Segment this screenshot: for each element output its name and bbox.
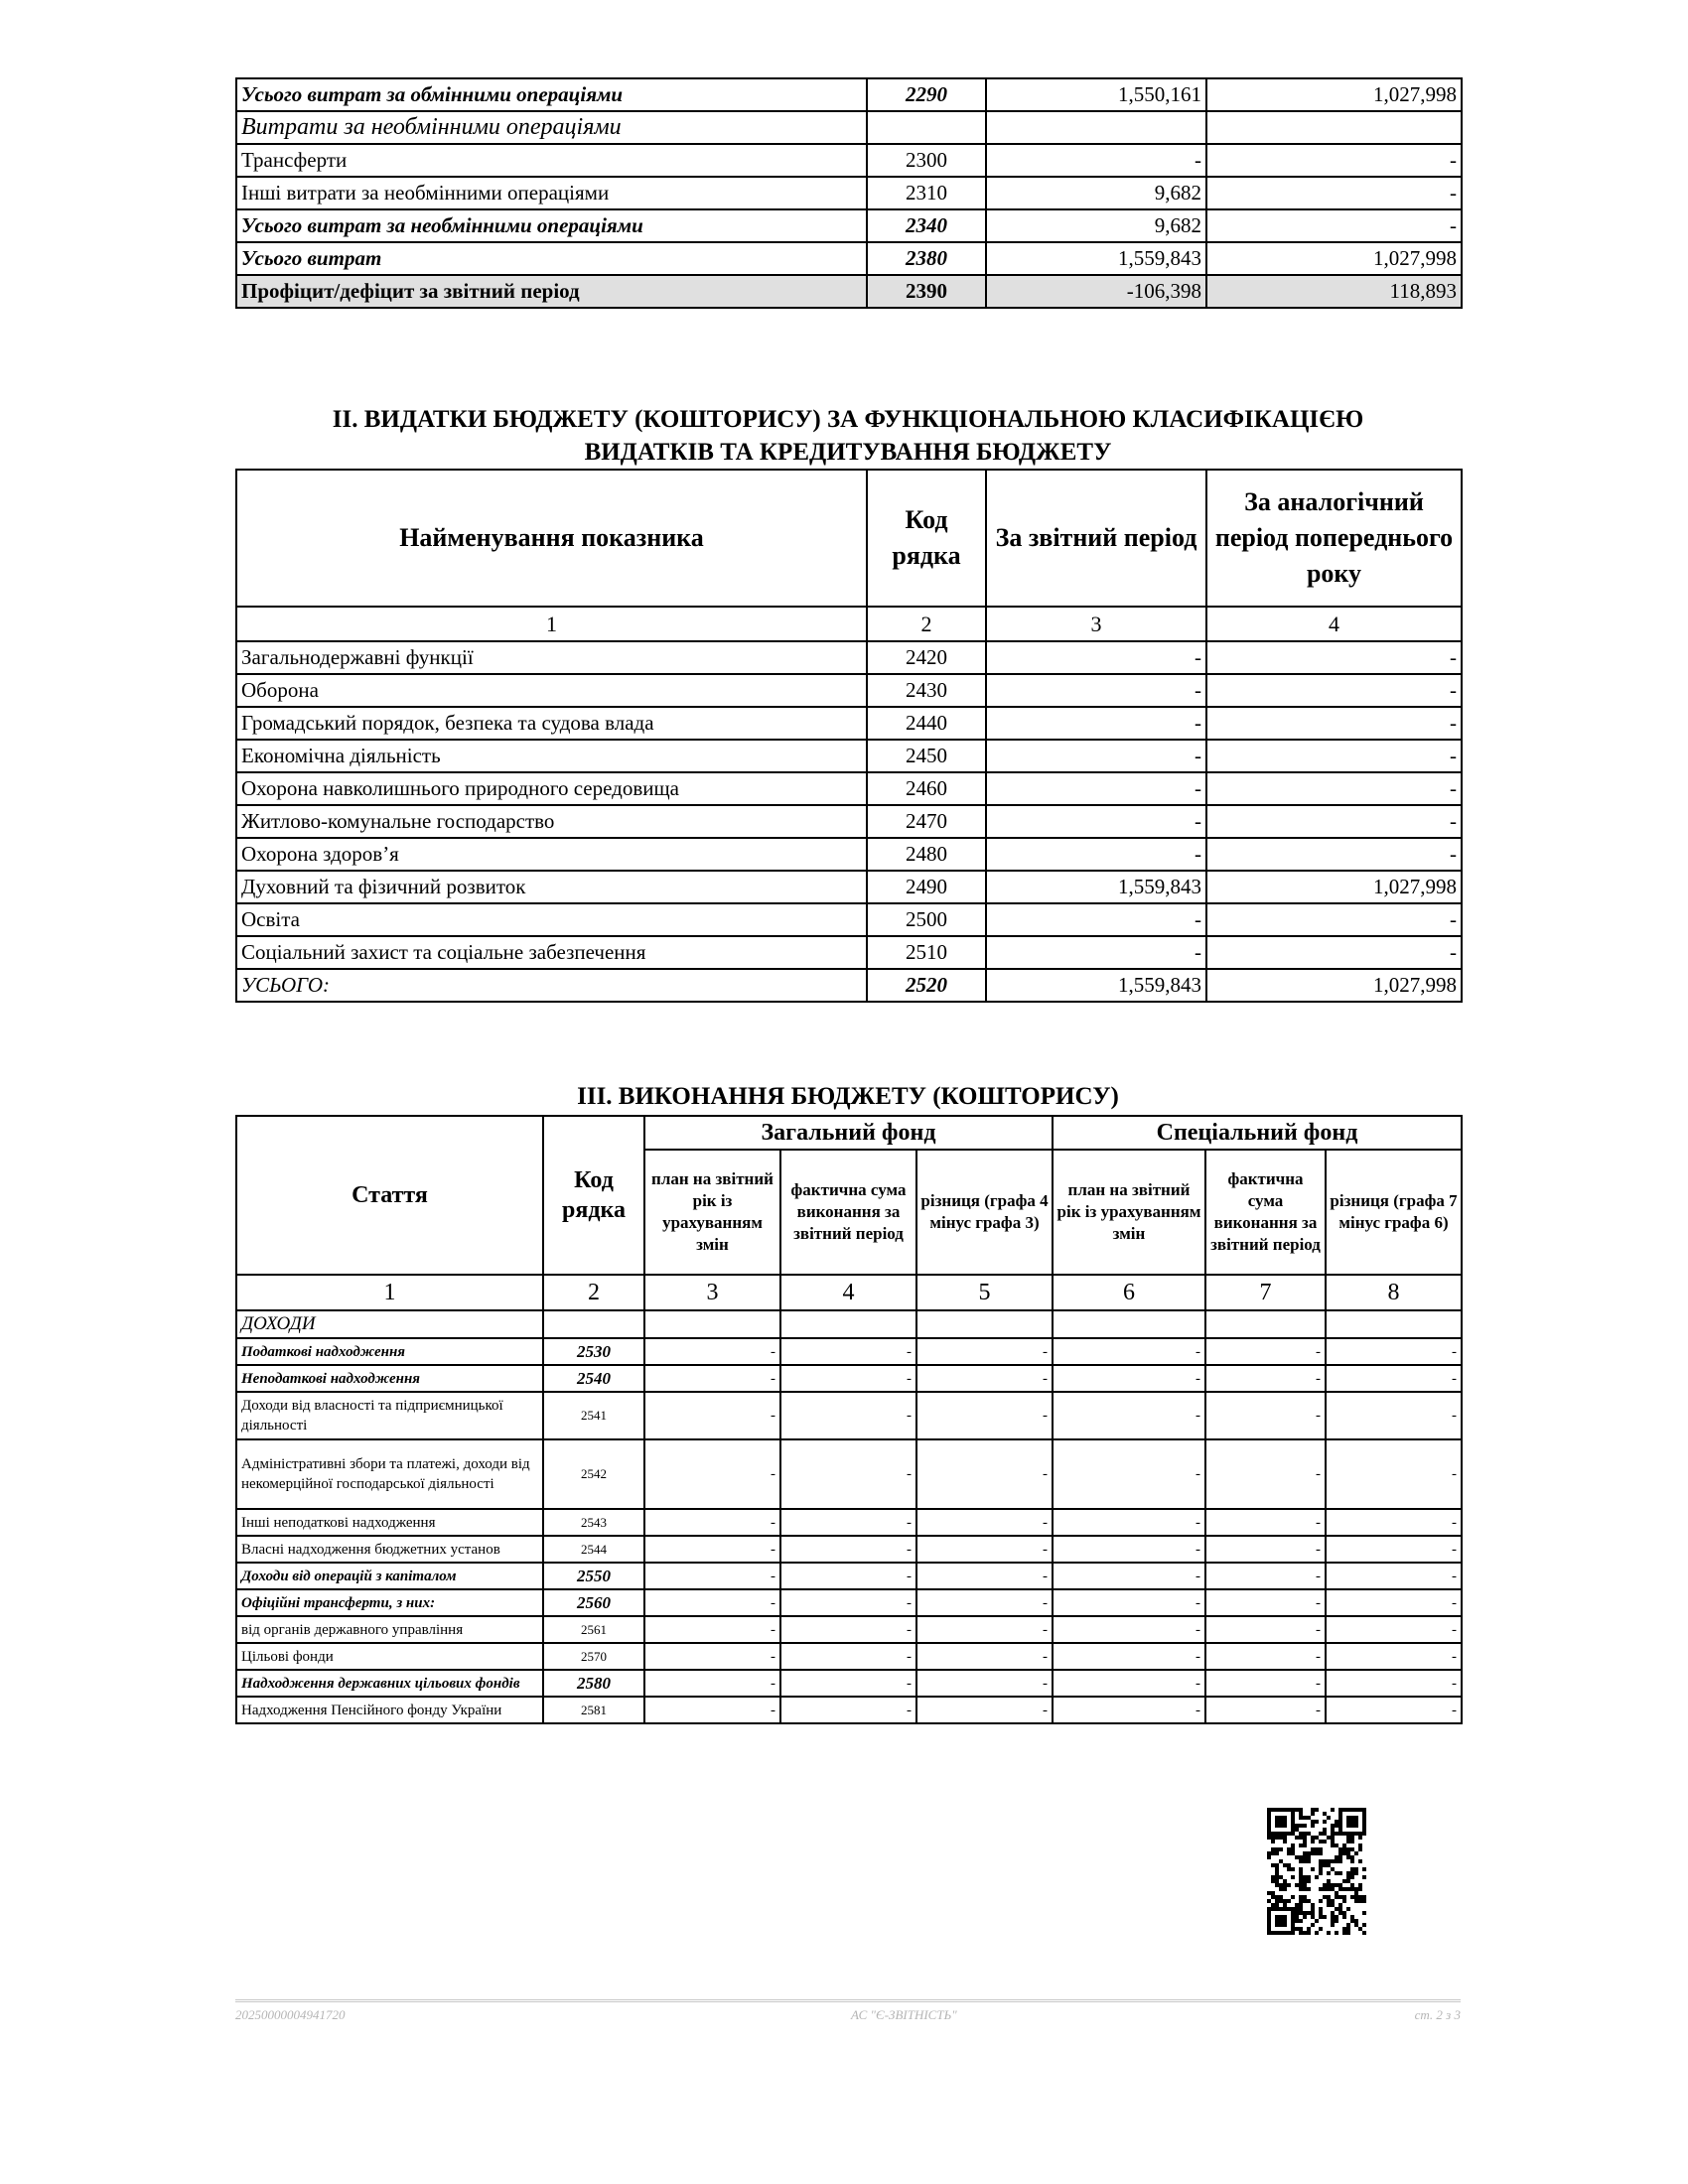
row-value: - [1053, 1392, 1205, 1439]
row-previous-value: 1,027,998 [1206, 242, 1462, 275]
row-name: Офіційні трансферти, з них: [236, 1589, 543, 1616]
row-value: - [780, 1670, 916, 1697]
row-name: Освіта [236, 903, 867, 936]
row-code: 2380 [867, 242, 986, 275]
row-value: - [780, 1563, 916, 1589]
header-diff-general: різниця (графа 4 мінус графа 3) [916, 1150, 1053, 1275]
row-code: 2550 [543, 1563, 644, 1589]
header-diff-special: різниця (графа 7 мінус графа 6) [1326, 1150, 1462, 1275]
row-code: 2560 [543, 1589, 644, 1616]
table-row [236, 1365, 1462, 1392]
row-value: - [1205, 1643, 1326, 1670]
row-name: Власні надходження бюджетних установ [236, 1536, 543, 1563]
column-index: 4 [780, 1275, 916, 1310]
row-current-value: - [986, 838, 1206, 871]
row-code: 2542 [543, 1439, 644, 1509]
footer-page: ст. 2 з 3 [1414, 2007, 1461, 2022]
row-value: - [1326, 1616, 1462, 1643]
row-value: - [1205, 1697, 1326, 1723]
row-value: - [916, 1616, 1053, 1643]
row-value: - [1053, 1338, 1205, 1365]
row-previous-value: - [1206, 144, 1462, 177]
row-current-value: 1,559,843 [986, 871, 1206, 903]
row-current-value: -106,398 [986, 275, 1206, 308]
table-row [236, 1392, 1462, 1439]
row-previous-value: 118,893 [1206, 275, 1462, 308]
row-value: - [644, 1616, 780, 1643]
row-code: 2543 [543, 1509, 644, 1536]
row-value: - [1326, 1643, 1462, 1670]
table-row [236, 805, 1462, 838]
row-previous-value: - [1206, 641, 1462, 674]
expenses-summary-table [235, 77, 1463, 309]
row-value: - [1205, 1670, 1326, 1697]
header-special-fund: Спеціальний фонд [1053, 1116, 1462, 1150]
row-value: - [916, 1589, 1053, 1616]
column-index: 3 [986, 607, 1206, 641]
row-name: Загальнодержавні функції [236, 641, 867, 674]
total-name: УСЬОГО: [236, 969, 867, 1002]
row-name: Доходи від власності та підприємницької діяльності [236, 1392, 543, 1439]
row-code: 2541 [543, 1392, 644, 1439]
row-value: - [1326, 1536, 1462, 1563]
row-value: - [780, 1697, 916, 1723]
row-value: - [780, 1589, 916, 1616]
row-code: 2450 [867, 740, 986, 772]
row-current-value: 1,550,161 [986, 78, 1206, 111]
row-name: Усього витрат [236, 242, 867, 275]
column-index: 8 [1326, 1275, 1462, 1310]
table-row [236, 1616, 1462, 1643]
income-label: ДОХОДИ [236, 1310, 543, 1338]
row-previous-value: - [1206, 209, 1462, 242]
header-code: Код рядка [867, 470, 986, 607]
table-row [236, 641, 1462, 674]
row-previous-value: 1,027,998 [1206, 871, 1462, 903]
row-value: - [1053, 1509, 1205, 1536]
row-value: - [916, 1697, 1053, 1723]
table-row [236, 275, 1462, 308]
row-name: Адміністративні збори та платежі, доходи від некомерційної господарської діяльності [236, 1439, 543, 1509]
row-value: - [780, 1536, 916, 1563]
header-current: За звітний період [986, 470, 1206, 607]
row-value: - [1205, 1509, 1326, 1536]
column-index: 7 [1205, 1275, 1326, 1310]
header-code: Код рядка [543, 1116, 644, 1275]
row-code: 2490 [867, 871, 986, 903]
header-name: Найменування показника [236, 470, 867, 607]
table-row [236, 1439, 1462, 1509]
row-value: - [1326, 1365, 1462, 1392]
row-value: - [644, 1509, 780, 1536]
functional-expenses-table [235, 469, 1463, 1003]
header-general-fund: Загальний фонд [644, 1116, 1053, 1150]
row-value: - [644, 1536, 780, 1563]
table-row [236, 1670, 1462, 1697]
row-value: - [1326, 1670, 1462, 1697]
row-name: Охорона здоров’я [236, 838, 867, 871]
qr-code [1267, 1807, 1366, 1936]
row-code: 2420 [867, 641, 986, 674]
table-row [236, 1697, 1462, 1723]
table-row [236, 871, 1462, 903]
total-code: 2520 [867, 969, 986, 1002]
table-row [236, 1643, 1462, 1670]
row-name: Духовний та фізичний розвиток [236, 871, 867, 903]
table-row [236, 144, 1462, 177]
row-name: Трансферти [236, 144, 867, 177]
row-value: - [1053, 1563, 1205, 1589]
row-value: - [780, 1392, 916, 1439]
row-code: 2430 [867, 674, 986, 707]
footer-doc-id: 20250000004941720 [235, 2007, 346, 2022]
column-index: 5 [916, 1275, 1053, 1310]
row-current-value: 9,682 [986, 177, 1206, 209]
total-row [236, 969, 1462, 1002]
row-value: - [1205, 1589, 1326, 1616]
row-code: 2581 [543, 1697, 644, 1723]
row-value: - [1326, 1697, 1462, 1723]
row-previous-value: - [1206, 707, 1462, 740]
row-current-value: - [986, 936, 1206, 969]
row-value: - [1205, 1616, 1326, 1643]
header-article: Стаття [236, 1116, 543, 1275]
header-plan-special: план на звітний рік із урахуванням змін [1053, 1150, 1205, 1275]
table-row [236, 1563, 1462, 1589]
row-code: 2570 [543, 1643, 644, 1670]
row-current-value: - [986, 674, 1206, 707]
row-previous-value [1206, 111, 1462, 144]
row-value: - [644, 1392, 780, 1439]
column-index: 6 [1053, 1275, 1205, 1310]
row-value: - [916, 1509, 1053, 1536]
row-current-value: - [986, 641, 1206, 674]
row-name: Інші неподаткові надходження [236, 1509, 543, 1536]
table-row [236, 78, 1462, 111]
row-code: 2460 [867, 772, 986, 805]
row-value: - [644, 1589, 780, 1616]
row-current-value: - [986, 740, 1206, 772]
table-row [236, 177, 1462, 209]
row-value: - [780, 1643, 916, 1670]
row-value: - [1326, 1563, 1462, 1589]
row-code: 2470 [867, 805, 986, 838]
row-previous-value: - [1206, 177, 1462, 209]
row-value: - [1205, 1563, 1326, 1589]
row-code: 2390 [867, 275, 986, 308]
footer-rule [235, 1999, 1461, 2002]
row-value: - [644, 1670, 780, 1697]
row-value: - [1053, 1589, 1205, 1616]
row-value: - [644, 1338, 780, 1365]
row-code: 2500 [867, 903, 986, 936]
column-index: 1 [236, 1275, 543, 1310]
table-row [236, 772, 1462, 805]
row-name: Усього витрат за обмінними операціями [236, 78, 867, 111]
row-current-value: - [986, 903, 1206, 936]
column-index: 4 [1206, 607, 1462, 641]
row-current-value: - [986, 707, 1206, 740]
section2-title: ІІ. ВИДАТКИ БЮДЖЕТУ (КОШТОРИСУ) ЗА ФУНКЦІОНАЛЬНОЮ КЛАСИФІКАЦІЄЮ ВИДАТКІВ ТА КРЕДИТУВАННЯ БЮДЖЕТУ [332, 406, 1364, 466]
row-previous-value: - [1206, 805, 1462, 838]
total-current-value: 1,559,843 [986, 969, 1206, 1002]
table-row [236, 674, 1462, 707]
row-name: Економічна діяльність [236, 740, 867, 772]
row-name: Житлово-комунальне господарство [236, 805, 867, 838]
row-code: 2544 [543, 1536, 644, 1563]
row-name: Усього витрат за необмінними операціями [236, 209, 867, 242]
row-current-value: 1,559,843 [986, 242, 1206, 275]
page-footer [235, 1999, 1461, 2022]
row-code [867, 111, 986, 144]
table-row [236, 242, 1462, 275]
row-value: - [1205, 1338, 1326, 1365]
row-value: - [1205, 1536, 1326, 1563]
row-previous-value: - [1206, 740, 1462, 772]
row-current-value: - [986, 805, 1206, 838]
table-row [236, 936, 1462, 969]
row-code: 2300 [867, 144, 986, 177]
header-previous: За аналогічний період попереднього року [1206, 470, 1462, 607]
table-row [236, 111, 1462, 144]
row-name: Охорона навколишнього природного середовища [236, 772, 867, 805]
row-value: - [916, 1536, 1053, 1563]
footer-system: АС "Є-ЗВІТНІСТЬ" [851, 2007, 957, 2022]
header-actual-special: фактична сума виконання за звітний період [1205, 1150, 1326, 1275]
row-value: - [1053, 1365, 1205, 1392]
total-previous-value: 1,027,998 [1206, 969, 1462, 1002]
row-code: 2540 [543, 1365, 644, 1392]
table-row [236, 1589, 1462, 1616]
row-value: - [1053, 1536, 1205, 1563]
row-value: - [916, 1439, 1053, 1509]
row-name: Податкові надходження [236, 1338, 543, 1365]
section3-title: ІІІ. ВИКОНАННЯ БЮДЖЕТУ (КОШТОРИСУ) [577, 1083, 1119, 1110]
table-row [236, 209, 1462, 242]
table-row [236, 903, 1462, 936]
row-name: Інші витрати за необмінними операціями [236, 177, 867, 209]
row-value: - [1053, 1616, 1205, 1643]
table-row [236, 1338, 1462, 1365]
row-value: - [1205, 1439, 1326, 1509]
column-index: 2 [867, 607, 986, 641]
row-value: - [1326, 1338, 1462, 1365]
table-row [236, 707, 1462, 740]
row-value: - [916, 1392, 1053, 1439]
row-value: - [916, 1365, 1053, 1392]
row-name: Надходження державних цільових фондів [236, 1670, 543, 1697]
row-value: - [916, 1338, 1053, 1365]
row-value: - [1053, 1697, 1205, 1723]
row-value: - [644, 1697, 780, 1723]
row-code: 2480 [867, 838, 986, 871]
row-value: - [644, 1563, 780, 1589]
row-code: 2561 [543, 1616, 644, 1643]
row-code: 2510 [867, 936, 986, 969]
row-value: - [916, 1563, 1053, 1589]
row-name: Надходження Пенсійного фонду України [236, 1697, 543, 1723]
row-value: - [644, 1365, 780, 1392]
row-previous-value: - [1206, 838, 1462, 871]
row-current-value: 9,682 [986, 209, 1206, 242]
table-row [236, 740, 1462, 772]
row-value: - [644, 1643, 780, 1670]
row-current-value: - [986, 772, 1206, 805]
row-code: 2580 [543, 1670, 644, 1697]
row-name: Цільові фонди [236, 1643, 543, 1670]
row-value: - [1326, 1439, 1462, 1509]
budget-execution-table [235, 1115, 1463, 1724]
row-current-value: - [986, 144, 1206, 177]
row-value: - [1326, 1589, 1462, 1616]
header-plan-general: план на звітний рік із урахуванням змін [644, 1150, 780, 1275]
row-value: - [780, 1439, 916, 1509]
row-name: Доходи від операцій з капіталом [236, 1563, 543, 1589]
row-name: Неподаткові надходження [236, 1365, 543, 1392]
row-name: Оборона [236, 674, 867, 707]
row-value: - [1053, 1439, 1205, 1509]
header-actual-general: фактична сума виконання за звітний період [780, 1150, 916, 1275]
row-value: - [1326, 1509, 1462, 1536]
row-previous-value: - [1206, 772, 1462, 805]
row-code: 2310 [867, 177, 986, 209]
column-index: 2 [543, 1275, 644, 1310]
row-code: 2530 [543, 1338, 644, 1365]
row-value: - [1053, 1670, 1205, 1697]
table-row [236, 1536, 1462, 1563]
table-row [236, 838, 1462, 871]
row-value: - [1326, 1392, 1462, 1439]
row-value: - [916, 1670, 1053, 1697]
row-value: - [780, 1338, 916, 1365]
table-row [236, 1509, 1462, 1536]
row-value: - [644, 1439, 780, 1509]
row-value: - [1053, 1643, 1205, 1670]
row-code: 2340 [867, 209, 986, 242]
row-name: Профіцит/дефіцит за звітний період [236, 275, 867, 308]
row-previous-value: - [1206, 903, 1462, 936]
column-index: 3 [644, 1275, 780, 1310]
row-value: - [1205, 1365, 1326, 1392]
row-value: - [916, 1643, 1053, 1670]
row-previous-value: - [1206, 936, 1462, 969]
row-previous-value: - [1206, 674, 1462, 707]
row-value: - [780, 1365, 916, 1392]
row-name: Громадський порядок, безпека та судова влада [236, 707, 867, 740]
row-name: від органів державного управління [236, 1616, 543, 1643]
row-code: 2440 [867, 707, 986, 740]
row-current-value [986, 111, 1206, 144]
row-name: Соціальний захист та соціальне забезпечення [236, 936, 867, 969]
row-name: Витрати за необмінними операціями [236, 111, 867, 144]
row-value: - [780, 1509, 916, 1536]
row-value: - [1205, 1392, 1326, 1439]
row-previous-value: 1,027,998 [1206, 78, 1462, 111]
row-code: 2290 [867, 78, 986, 111]
row-value: - [780, 1616, 916, 1643]
column-index: 1 [236, 607, 867, 641]
